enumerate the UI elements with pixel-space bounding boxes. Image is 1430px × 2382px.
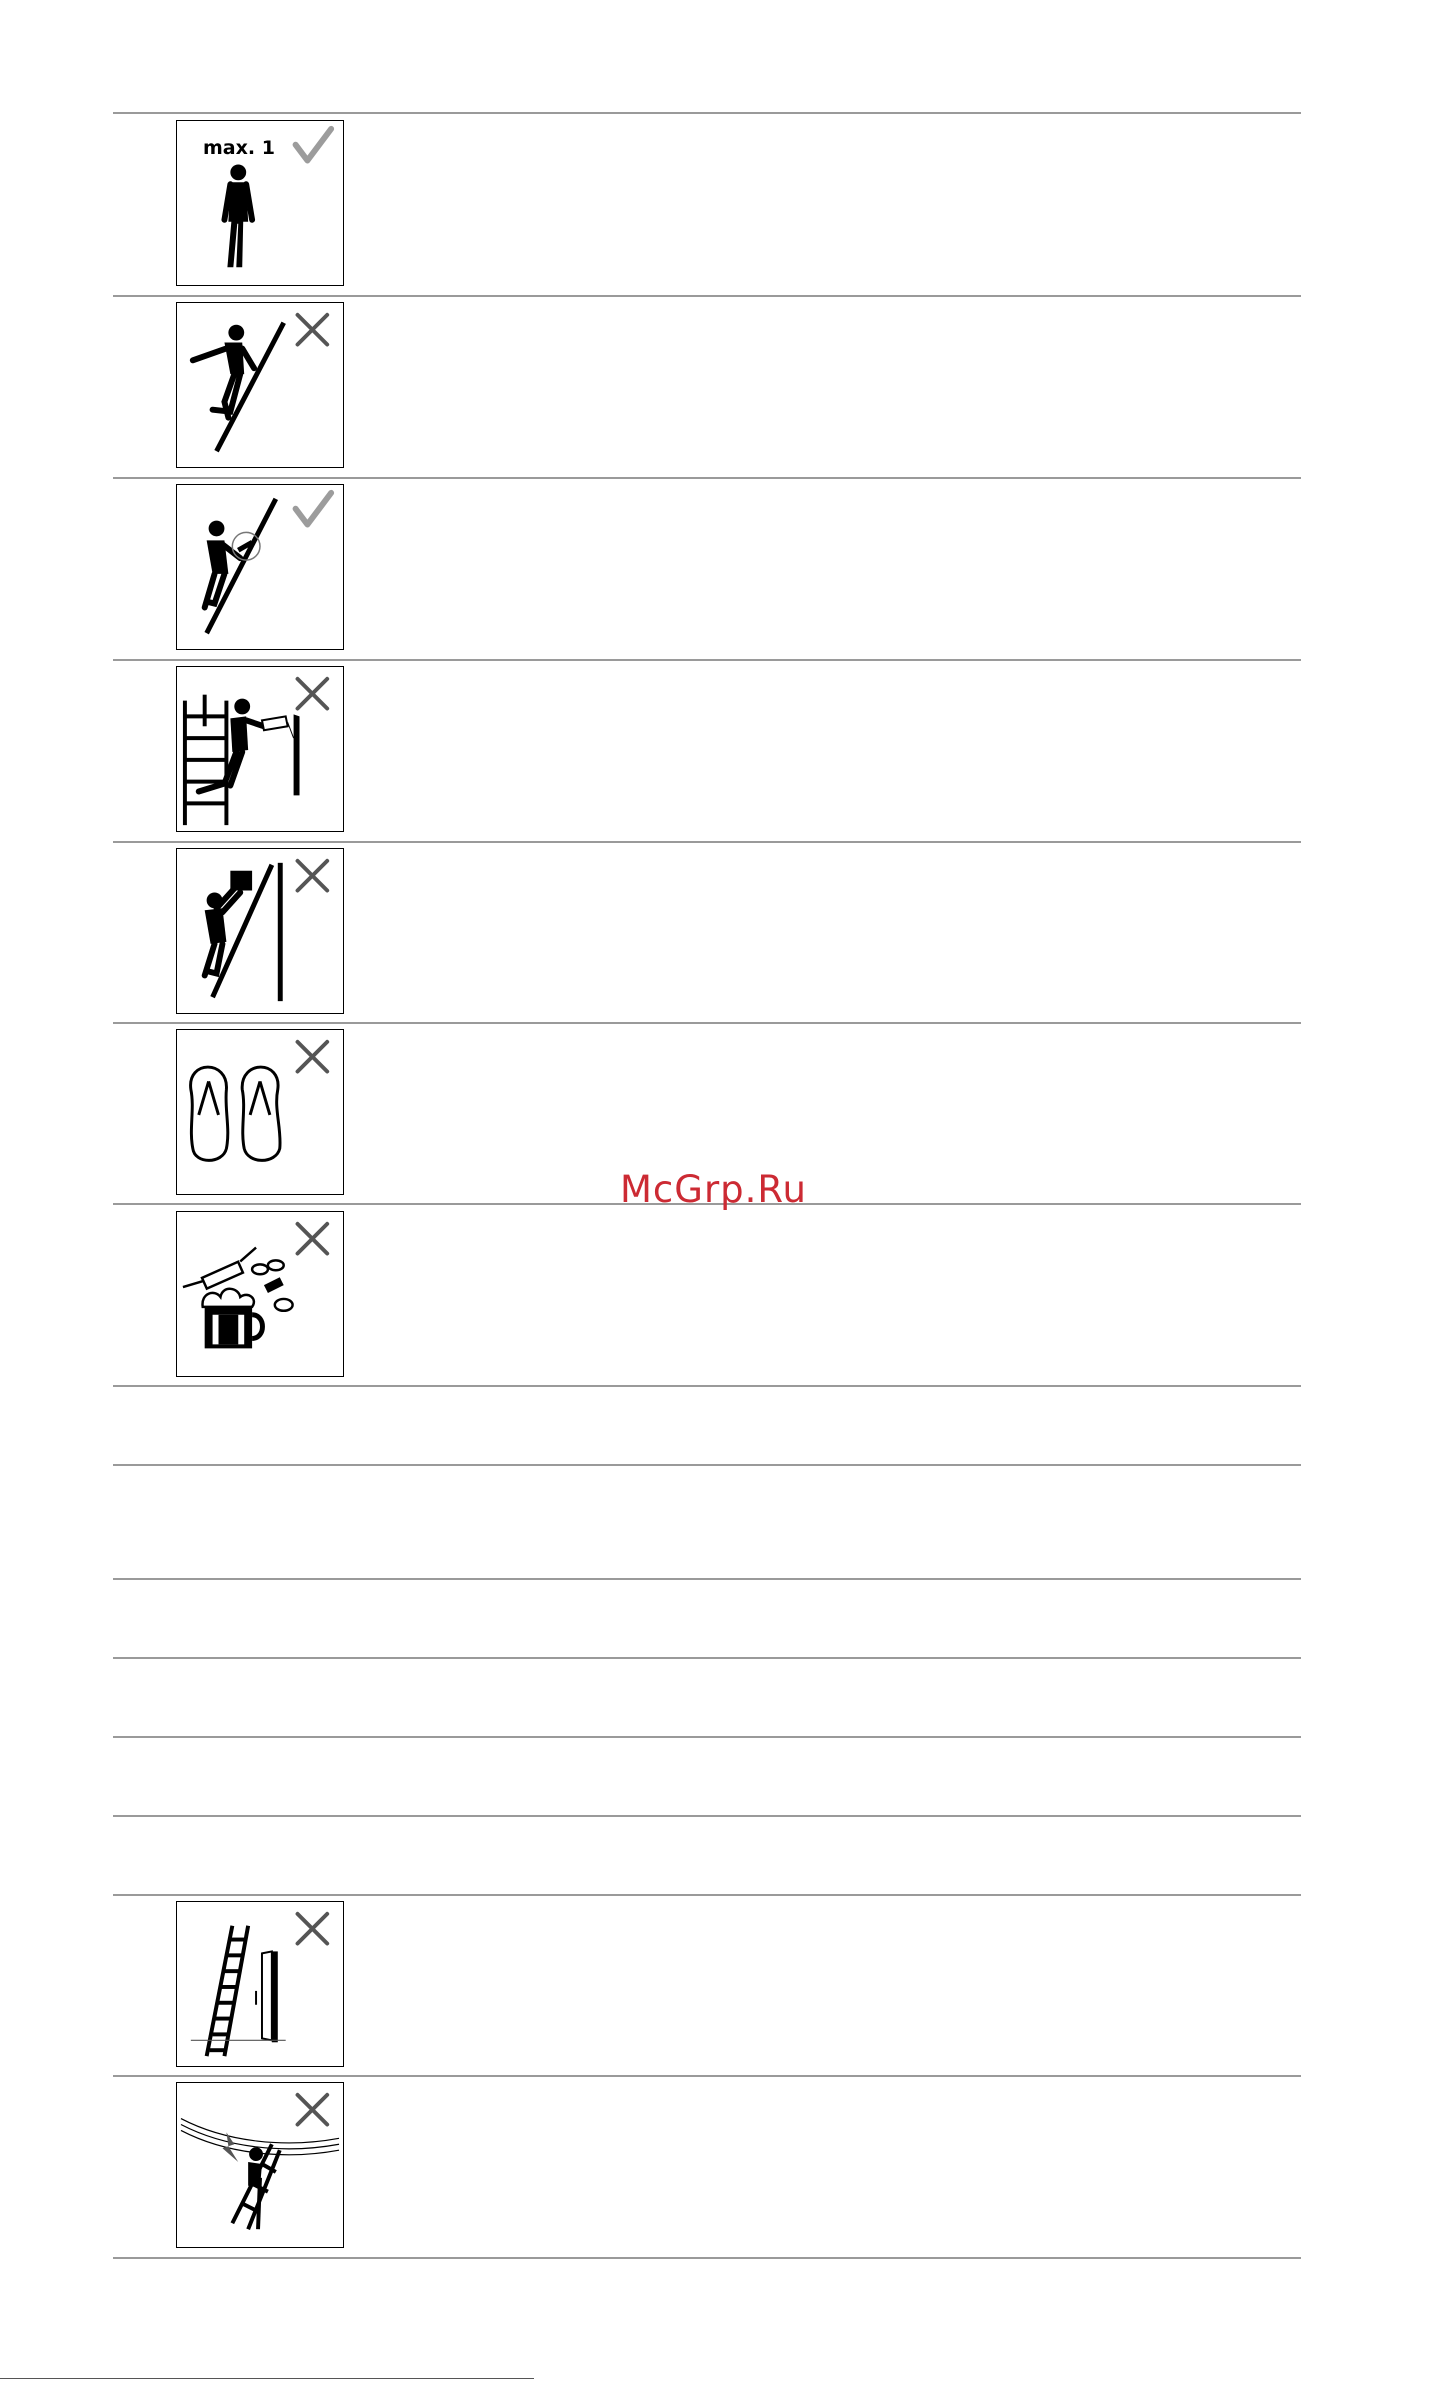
row-divider: [113, 1022, 1301, 1024]
tool-holder-climb-icon: [176, 484, 344, 650]
watermark: McGrp.Ru: [620, 1168, 807, 1211]
row-divider: [113, 1894, 1301, 1896]
max-one-person-icon: [176, 120, 344, 286]
footer-line: [0, 2378, 534, 2379]
row-divider: [113, 112, 1301, 114]
row-divider: [113, 1385, 1301, 1387]
row-divider: [113, 1736, 1301, 1738]
row-divider: [113, 477, 1301, 479]
carrying-load-icon: [176, 848, 344, 1014]
row-divider: [113, 1815, 1301, 1817]
max-label: max. 1: [203, 137, 275, 159]
row-divider: [113, 1464, 1301, 1466]
row-divider: [113, 2257, 1301, 2259]
row-divider: [113, 295, 1301, 297]
row-divider: [113, 2075, 1301, 2077]
row-divider: [113, 1578, 1301, 1580]
drilling-sideways-icon: [176, 666, 344, 832]
power-lines-icon: [176, 2082, 344, 2248]
row-divider: [113, 659, 1301, 661]
row-divider: [113, 1657, 1301, 1659]
ladder-at-door-icon: [176, 1901, 344, 2067]
row-divider: [113, 841, 1301, 843]
leaning-out-ladder-icon: [176, 302, 344, 468]
flip-flops-icon: [176, 1029, 344, 1195]
person-figure: [177, 121, 343, 285]
drugs-alcohol-icon: [176, 1211, 344, 1377]
